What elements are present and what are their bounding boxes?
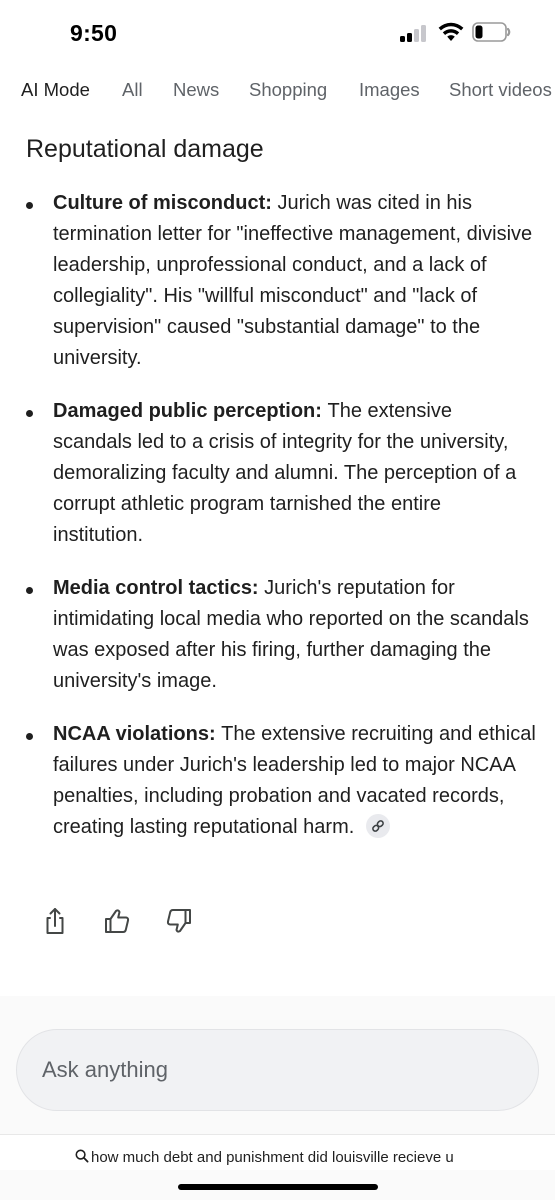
bullet-text: The extensive scandals led to a crisis of integrity for the university, demoralizing faculty and alumni. The perception of a corrupt athletic program tarnished the entire institution.	[53, 400, 517, 546]
bullet-title: Damaged public perception:	[53, 400, 328, 422]
tab-shopping[interactable]: Shopping	[249, 79, 328, 100]
thumbs-down-icon[interactable]	[165, 906, 193, 936]
tab-ai-mode[interactable]: AI Mode	[21, 79, 90, 100]
list-item	[26, 396, 536, 551]
bullet-title: Culture of misconduct:	[53, 192, 278, 214]
status-time: 9:50	[70, 20, 118, 46]
bullet-list	[26, 188, 536, 865]
share-icon[interactable]	[41, 906, 69, 936]
suggestion-text: how much debt and punishment did louisville recieve u	[91, 1149, 454, 1166]
bullet-dot	[26, 587, 33, 594]
battery-icon	[472, 21, 512, 43]
list-item	[26, 719, 536, 843]
bullet-dot	[26, 202, 33, 209]
ask-input[interactable]	[16, 1029, 539, 1111]
bullet-text: The extensive recruiting and ethical failures under Jurich's leadership led to major NCAA penalties, including probation and vacated records, creating lasting reputational harm.	[53, 723, 536, 838]
thumbs-up-icon[interactable]	[103, 906, 131, 936]
search-icon	[75, 1149, 89, 1163]
bullet-dot	[26, 410, 33, 417]
section-heading: Reputational damage	[26, 135, 264, 163]
wifi-icon	[438, 22, 464, 42]
tab-short-videos[interactable]: Short videos	[449, 79, 552, 100]
bullet-text: Jurich was cited in his termination letter for "ineffective management, divisive leadership, unprofessional conduct, and a lack of collegiality". His "willful misconduct" and "lack of supervision" caused "substantial damage" to the university.	[53, 192, 533, 369]
tab-images[interactable]: Images	[359, 79, 420, 100]
tab-news[interactable]: News	[173, 79, 220, 100]
bullet-text: Jurich's reputation for intimidating local media who reported on the scandals was exposed after his firing, further damaging the university's image.	[53, 577, 529, 692]
query-suggestion[interactable]	[0, 1134, 555, 1170]
ask-placeholder: Ask anything	[42, 1057, 168, 1082]
bullet-title: NCAA violations:	[53, 723, 222, 745]
search-mode-tabs	[0, 76, 555, 108]
status-bar	[0, 0, 555, 66]
list-item	[26, 188, 536, 374]
source-link-icon[interactable]	[366, 814, 390, 838]
cellular-signal-icon	[400, 24, 430, 42]
list-item	[26, 573, 536, 697]
suggestion-row	[75, 1149, 485, 1166]
tab-all[interactable]: All	[122, 79, 143, 100]
bullet-title: Media control tactics:	[53, 577, 265, 599]
home-indicator[interactable]	[178, 1184, 378, 1190]
bullet-dot	[26, 733, 33, 740]
